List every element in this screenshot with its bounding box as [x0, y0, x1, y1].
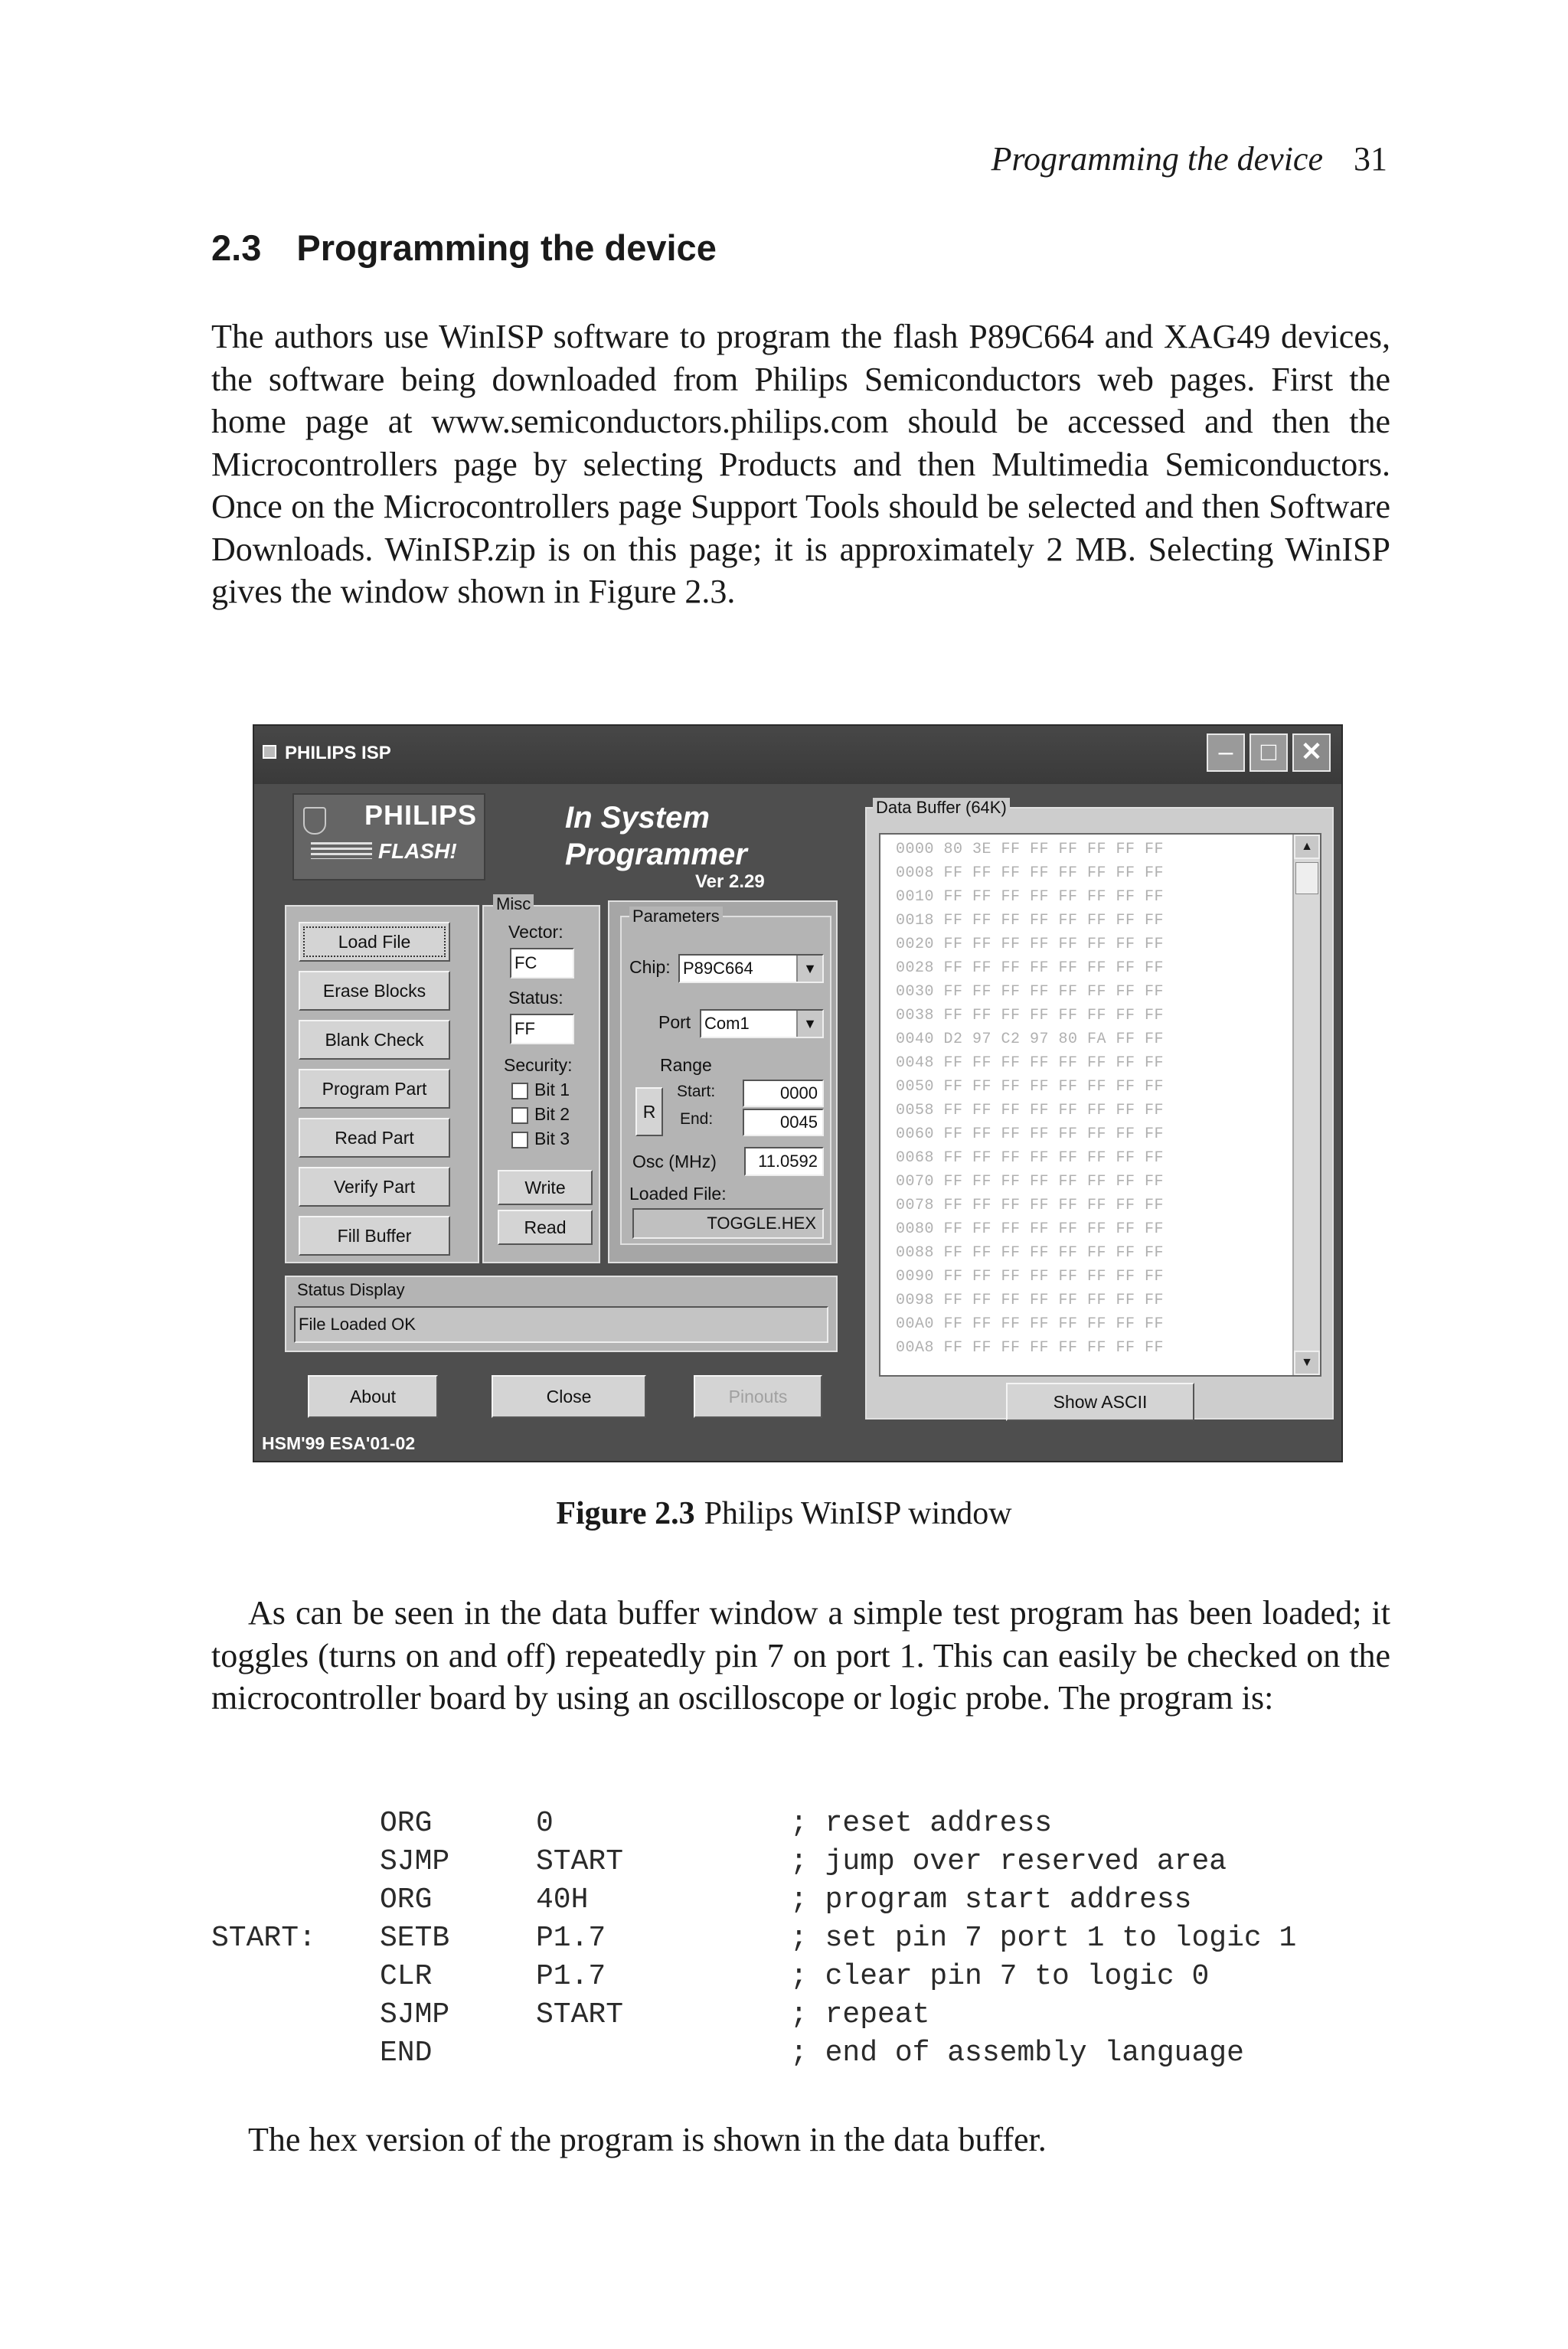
app-version: Ver 2.29 — [695, 871, 765, 892]
logo-lines-icon — [311, 842, 372, 859]
winisp-window-figure — [253, 724, 1343, 1462]
chevron-down-icon[interactable]: ▼ — [796, 956, 822, 982]
version-footer: HSM'99 ESA'01-02 — [262, 1433, 416, 1453]
code-arg: 40H — [536, 1883, 589, 1916]
code-comment: ; set pin 7 port 1 to logic 1 — [790, 1922, 1297, 1955]
bit3-checkbox[interactable] — [511, 1132, 528, 1148]
code-op: CLR — [380, 1960, 433, 1993]
app-title-line2: Programmer — [565, 838, 747, 871]
code-comment: ; clear pin 7 to logic 0 — [790, 1960, 1210, 1993]
show-ascii-button[interactable]: Show ASCII — [1006, 1383, 1194, 1421]
loaded-file-label: Loaded File: — [629, 1184, 727, 1204]
close-button[interactable]: Close — [492, 1375, 646, 1418]
status-display-label: Status Display — [294, 1280, 408, 1300]
program-part-button[interactable]: Program Part — [299, 1069, 450, 1109]
verify-part-button[interactable]: Verify Part — [299, 1167, 450, 1207]
hex-line: 0060 FF FF FF FF FF FF FF FF — [896, 1125, 1165, 1143]
maximize-icon[interactable]: □ — [1250, 733, 1288, 772]
scroll-down-icon[interactable]: ▼ — [1294, 1351, 1320, 1375]
range-label: Range — [660, 1055, 712, 1075]
code-arg: P1.7 — [536, 1960, 606, 1993]
code-arg: START — [536, 1845, 624, 1878]
load-file-button[interactable]: Load File — [299, 922, 450, 962]
parameters-label: Parameters — [629, 907, 723, 926]
hex-line: 0030 FF FF FF FF FF FF FF FF — [896, 983, 1165, 1001]
security-label: Security: — [504, 1055, 573, 1075]
bit3-label: Bit 3 — [534, 1129, 570, 1148]
port-select[interactable] — [700, 1009, 824, 1038]
paragraph-intro: The authors use WinISP software to program the flash P89C664 and XAG49 devices, the software being downloaded from Philips Semiconductors web pages. First the home page at www.semiconductors.philips.com should be accessed and then the Microcontrollers page by selecting Products and then Multimedia Semiconductors. Once on the Microcontrollers page Support Tools should be selected and then Software Downloads. WinISP.zip is on this page; it is approximately 2 MB. Selecting WinISP gives the window shown in Figure 2.3. — [211, 318, 1390, 610]
close-icon[interactable]: ✕ — [1292, 733, 1331, 772]
philips-logo — [292, 793, 485, 880]
bit1-label: Bit 1 — [534, 1080, 570, 1099]
status-label: Status: — [508, 988, 564, 1008]
data-buffer-view[interactable] — [879, 833, 1321, 1377]
hex-line: 0018 FF FF FF FF FF FF FF FF — [896, 912, 1165, 929]
hex-line: 0048 FF FF FF FF FF FF FF FF — [896, 1054, 1165, 1072]
hex-line: 0038 FF FF FF FF FF FF FF FF — [896, 1007, 1165, 1024]
hex-line: 0008 FF FF FF FF FF FF FF FF — [896, 864, 1165, 882]
hex-line: 0020 FF FF FF FF FF FF FF FF — [896, 936, 1165, 953]
scroll-up-icon[interactable]: ▲ — [1294, 835, 1320, 859]
port-value: Com1 — [704, 1014, 750, 1033]
pinouts-button[interactable]: Pinouts — [694, 1375, 822, 1418]
code-comment: ; reset address — [790, 1807, 1053, 1840]
code-arg: START — [536, 1998, 624, 2031]
chevron-down-icon[interactable]: ▼ — [796, 1011, 822, 1037]
hex-line: 0090 FF FF FF FF FF FF FF FF — [896, 1268, 1165, 1286]
range-r-button[interactable]: R — [635, 1087, 663, 1136]
code-op: SJMP — [380, 1998, 450, 2031]
chip-value: P89C664 — [683, 959, 753, 978]
code-op: SJMP — [380, 1845, 450, 1878]
start-label: Start: — [677, 1083, 716, 1100]
bit2-label: Bit 2 — [534, 1104, 570, 1124]
read-button[interactable]: Read — [498, 1210, 593, 1245]
code-comment: ; jump over reserved area — [790, 1845, 1227, 1878]
logo-brand: PHILIPS — [364, 799, 478, 831]
vector-label: Vector: — [508, 922, 564, 942]
data-buffer-scrollbar[interactable] — [1292, 835, 1320, 1375]
title-bar — [254, 726, 1341, 784]
logo-flash: FLASH! — [378, 839, 457, 863]
figure-label: Figure 2.3 — [556, 1496, 695, 1531]
hex-line: 0080 FF FF FF FF FF FF FF FF — [896, 1220, 1165, 1238]
hex-line: 0028 FF FF FF FF FF FF FF FF — [896, 959, 1165, 977]
figure-caption-text: Philips WinISP window — [704, 1496, 1012, 1531]
hex-line: 00A8 FF FF FF FF FF FF FF FF — [896, 1339, 1165, 1357]
code-comment: ; repeat — [790, 1998, 930, 2031]
hex-line: 00A0 FF FF FF FF FF FF FF FF — [896, 1315, 1165, 1333]
about-button[interactable]: About — [308, 1375, 438, 1418]
bit1-checkbox[interactable] — [511, 1083, 528, 1099]
blank-check-button[interactable]: Blank Check — [299, 1020, 450, 1060]
page-number: 31 — [1354, 140, 1387, 178]
hex-line: 0040 D2 97 C2 97 80 FA FF FF — [896, 1031, 1165, 1048]
running-head-title: Programming the device — [991, 140, 1323, 178]
app-title-line1: In System — [565, 801, 710, 835]
osc-field[interactable]: 11.0592 — [744, 1147, 824, 1176]
code-comment: ; end of assembly language — [790, 2037, 1244, 2070]
erase-blocks-button[interactable]: Erase Blocks — [299, 971, 450, 1011]
paragraph-program: As can be seen in the data buffer window a simple test program has been loaded; it toggles (turns on and off) repeatedly pin 7 on port 1. This can easily be checked on the microcontroller board by using an oscilloscope or logic probe. The program is: — [211, 1594, 1390, 1717]
chip-label: Chip: — [629, 957, 671, 977]
code-label: START: — [211, 1922, 316, 1955]
osc-label: Osc (MHz) — [632, 1152, 717, 1171]
code-arg: 0 — [536, 1807, 554, 1840]
hex-line: 0070 FF FF FF FF FF FF FF FF — [896, 1173, 1165, 1191]
loaded-file-field: TOGGLE.HEX — [632, 1208, 824, 1239]
figure-caption — [0, 1495, 1568, 1532]
hex-line: 0088 FF FF FF FF FF FF FF FF — [896, 1244, 1165, 1262]
section-title: Programming the device — [296, 227, 717, 268]
data-buffer-label: Data Buffer (64K) — [873, 798, 1010, 818]
scroll-thumb[interactable] — [1295, 862, 1318, 894]
code-op: ORG — [380, 1807, 433, 1840]
hex-line: 0050 FF FF FF FF FF FF FF FF — [896, 1078, 1165, 1096]
code-op: ORG — [380, 1883, 433, 1916]
vector-field[interactable]: FC — [510, 948, 574, 978]
minimize-icon[interactable]: – — [1207, 733, 1245, 772]
section-number: 2.3 — [211, 227, 262, 268]
write-button[interactable]: Write — [498, 1170, 593, 1205]
code-comment: ; program start address — [790, 1883, 1192, 1916]
app-icon — [262, 744, 277, 760]
read-part-button[interactable]: Read Part — [299, 1118, 450, 1158]
chip-select[interactable] — [678, 954, 824, 983]
start-field[interactable]: 0000 — [743, 1080, 824, 1107]
philips-shield-icon — [303, 807, 326, 835]
end-label: End: — [680, 1110, 714, 1128]
hex-line: 0078 FF FF FF FF FF FF FF FF — [896, 1197, 1165, 1214]
hex-line: 0098 FF FF FF FF FF FF FF FF — [896, 1292, 1165, 1309]
hex-line: 0068 FF FF FF FF FF FF FF FF — [896, 1149, 1165, 1167]
port-label: Port — [658, 1012, 691, 1032]
paragraph-hex: The hex version of the program is shown in the data buffer. — [248, 2121, 1047, 2158]
window-title: PHILIPS ISP — [285, 743, 391, 763]
hex-line: 0058 FF FF FF FF FF FF FF FF — [896, 1102, 1165, 1119]
code-op: END — [380, 2037, 433, 2070]
running-head — [991, 139, 1387, 178]
hex-line: 0000 80 3E FF FF FF FF FF FF — [896, 841, 1165, 858]
misc-label: Misc — [493, 894, 534, 914]
fill-buffer-button[interactable]: Fill Buffer — [299, 1216, 450, 1256]
status-field[interactable]: FF — [510, 1014, 574, 1044]
code-op: SETB — [380, 1922, 450, 1955]
code-arg: P1.7 — [536, 1922, 606, 1955]
section-heading — [211, 227, 717, 269]
bit2-checkbox[interactable] — [511, 1107, 528, 1124]
end-field[interactable]: 0045 — [743, 1109, 824, 1136]
status-display-text: File Loaded OK — [294, 1306, 828, 1343]
hex-line: 0010 FF FF FF FF FF FF FF FF — [896, 888, 1165, 906]
